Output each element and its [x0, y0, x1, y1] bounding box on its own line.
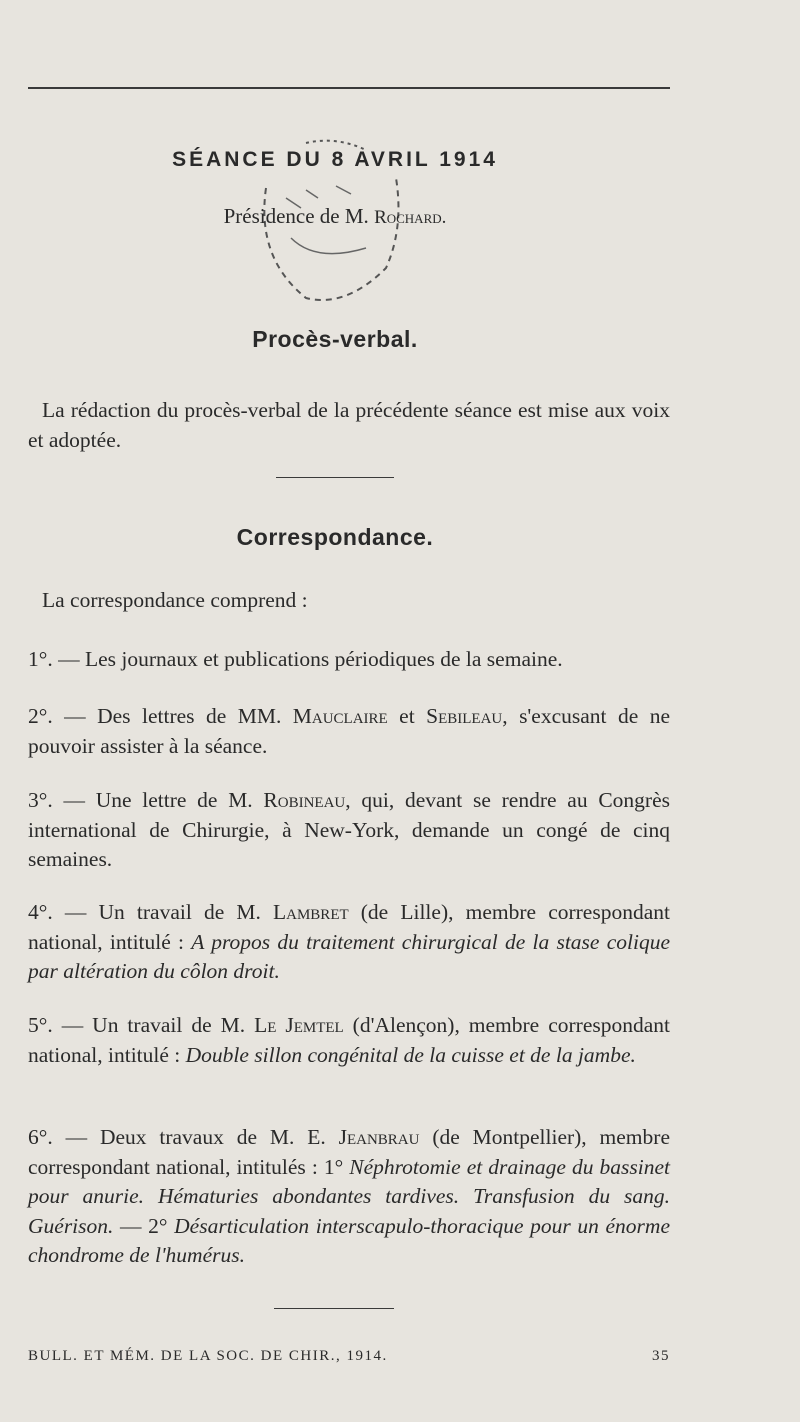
item-text: — Deux travaux de M. E.: [52, 1125, 339, 1149]
running-footer: [28, 1348, 670, 1365]
item-text: — Des lettres de MM.: [52, 704, 293, 728]
item-number: 2°.: [28, 704, 53, 728]
item-number: 1°.: [28, 647, 53, 671]
item-text: — Une lettre de M.: [52, 788, 264, 812]
item-number: 5°.: [28, 1013, 53, 1037]
end-divider: [274, 1308, 394, 1309]
item-text: — Les journaux et publications périodiques de la semaine.: [52, 647, 563, 671]
proces-verbal-title: Procès-verbal.: [252, 326, 418, 352]
item-text: (d'Alençon), membre correspondant national, intitulé :: [28, 1013, 670, 1067]
item-text: , s'excusant de ne pouvoir assister à la séance.: [28, 704, 670, 758]
item-text: , qui, devant se rendre au Congrès international de Chirurgie, à New-York, demande un congé de cinq semaines.: [28, 788, 670, 871]
list-item: [28, 1123, 670, 1271]
presided-prefix: Présidence de M.: [223, 204, 375, 228]
list-item: [28, 1011, 670, 1070]
item-text: — Un travail de M.: [52, 900, 273, 924]
list-item: [28, 702, 670, 761]
author-name: Le Jemtel: [254, 1013, 344, 1037]
work-title: A propos du traitement chirurgical de la stase colique par altération du côlon droit.: [28, 929, 670, 983]
item-text: (de Lille), membre correspondant national, intitulé :: [28, 900, 670, 954]
section-divider: [276, 477, 394, 478]
author-name: Jeanbrau: [338, 1125, 420, 1149]
list-item: [28, 786, 670, 875]
presided-line: [0, 204, 670, 229]
item-number: 4°.: [28, 900, 53, 924]
author-name: Robineau: [263, 788, 346, 812]
item-text: — 2°: [113, 1213, 175, 1238]
author-name: Sebileau: [426, 704, 503, 728]
author-name: Mauclaire: [292, 704, 388, 728]
item-number: 3°.: [28, 788, 53, 812]
work-title: Double sillon congénital de la cuisse et de la jambe.: [185, 1042, 636, 1067]
author-name: Lambret: [273, 900, 349, 924]
item-text: (de Montpellier), membre correspondant national, intitulés : 1°: [28, 1125, 670, 1179]
footer-citation: BULL. ET MÉM. DE LA SOC. DE CHIR., 1914.: [28, 1348, 388, 1364]
item-text: et: [387, 704, 427, 728]
work-title: Désarticulation interscapulo-thoracique pour un énorme chondrome de l'humérus.: [28, 1213, 670, 1267]
session-heading: SÉANCE DU 8 AVRIL 1914: [172, 148, 498, 171]
list-item: [28, 898, 670, 987]
page-number: 35: [652, 1348, 670, 1364]
president-name: Rochard.: [374, 207, 447, 228]
work-title: Néphrotomie et drainage du bassinet pour anurie. Hématuries abondantes tardives. Transfusion du sang. Guérison.: [28, 1154, 670, 1238]
proces-verbal-text: La rédaction du procès-verbal de la précédente séance est mise aux voix et adoptée.: [28, 398, 670, 452]
top-rule: [28, 87, 670, 89]
item-text: — Un travail de M.: [52, 1013, 255, 1037]
item-number: 6°.: [28, 1125, 53, 1149]
list-item: [28, 645, 670, 675]
correspondance-title: Correspondance.: [236, 524, 434, 550]
correspondance-intro: La correspondance comprend :: [42, 588, 308, 612]
